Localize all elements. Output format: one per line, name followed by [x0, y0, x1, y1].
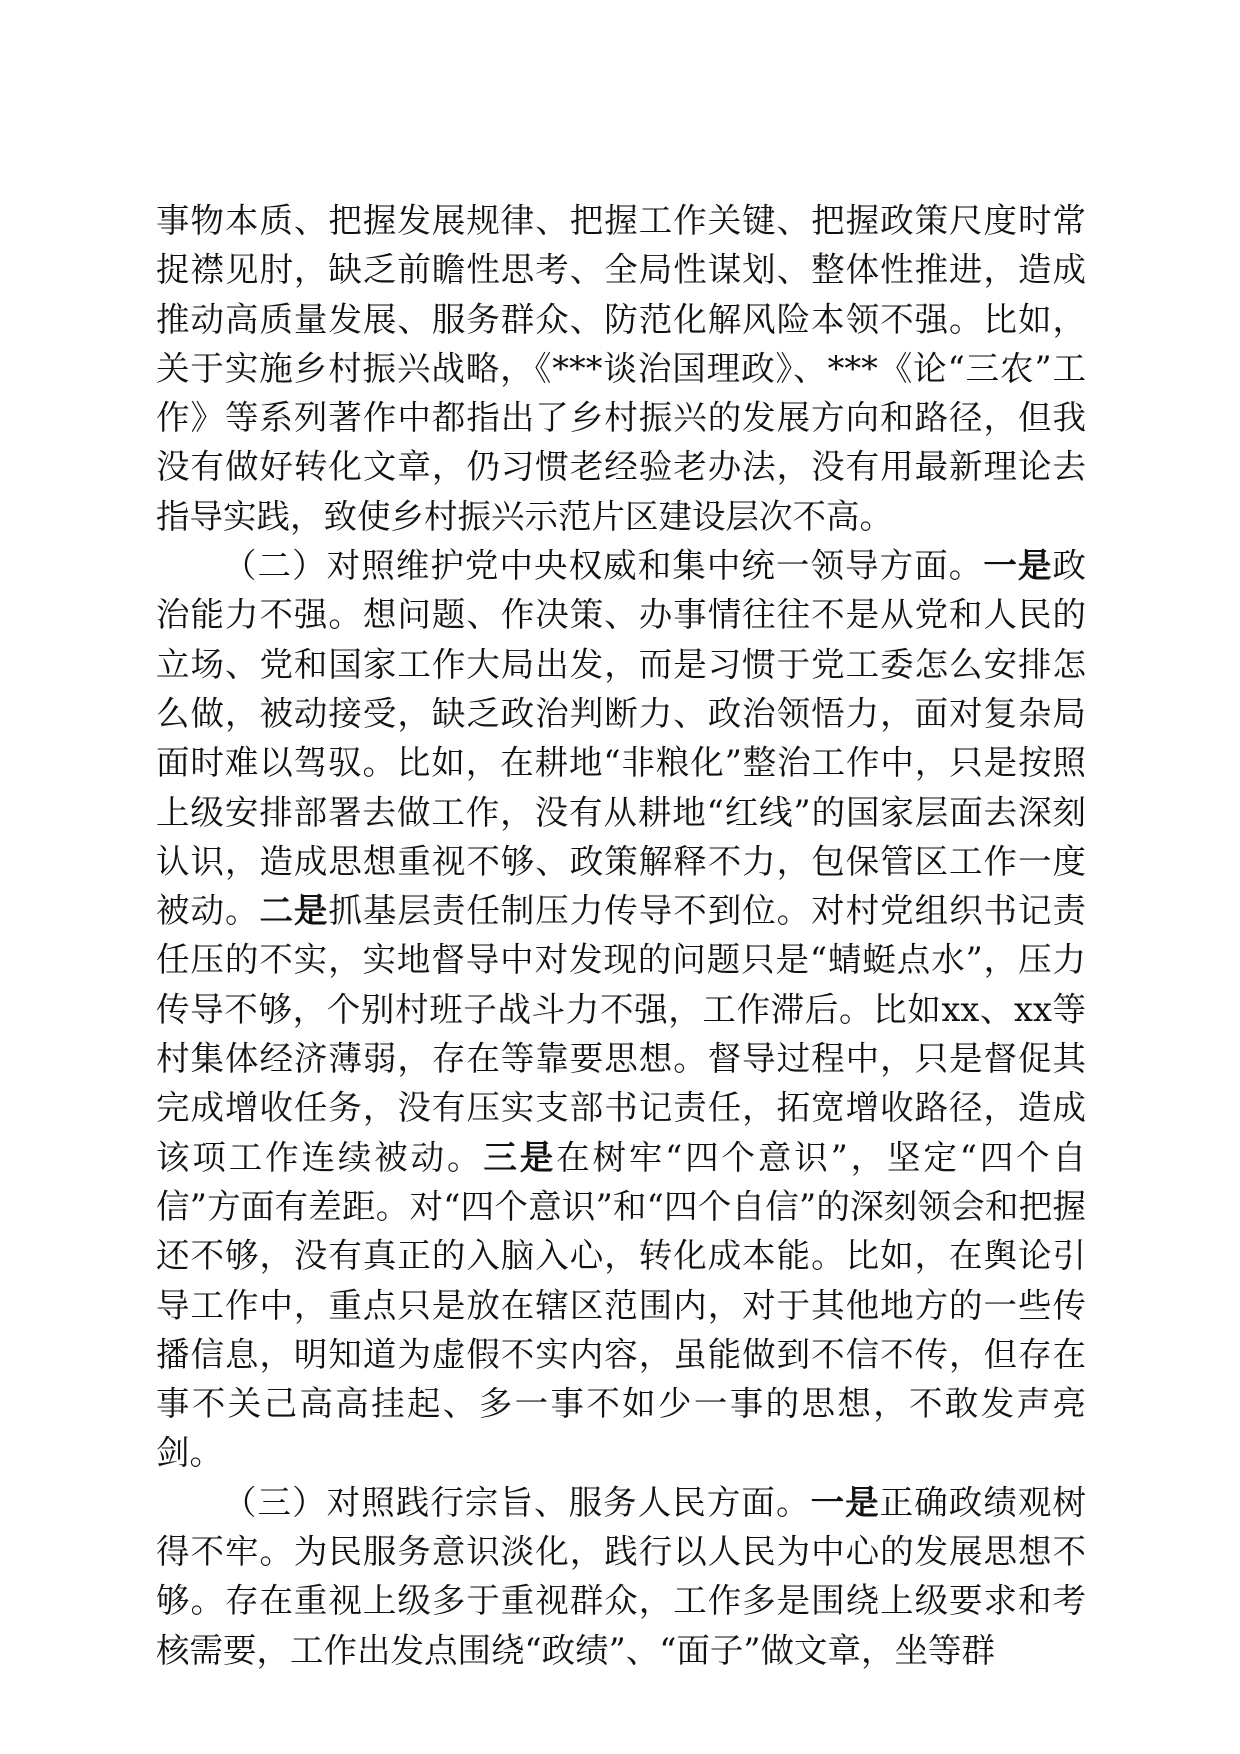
point-marker-two: 二是 [259, 891, 329, 931]
document-body [156, 196, 1086, 1675]
point-marker-three: 三是 [483, 1137, 557, 1177]
section-heading: （二）对照维护党中央权威和集中统一领导方面。 [223, 546, 984, 586]
point-marker-one: 一是 [810, 1482, 880, 1522]
section-heading: （三）对照践行宗旨、服务人民方面。 [223, 1482, 811, 1522]
paragraph-continuation [156, 196, 1086, 541]
paragraph-section-two [156, 541, 1086, 1478]
point-marker-one: 一是 [983, 546, 1053, 586]
point-text-two: 抓基层责任制压力传导不到位。对村党组织书记责任压的不实，实地督导中对发现的问题只是“蜻蜓点水”，压力传导不够，个别村班子战斗力不强，工作滞后。比如xx、xx等村集体经济薄弱，存在等靠要思想。督导过程中，只是督促其完成增收任务，没有压实支部书记责任，拓宽增收路径，造成该项工作连续被动。 [156, 891, 1087, 1177]
paragraph-section-three [156, 1478, 1086, 1675]
paragraph-text: 事物本质、把握发展规律、把握工作关键、把握政策尺度时常捉襟见肘，缺乏前瞻性思考、全局性谋划、整体性推进，造成推动高质量发展、服务群众、防范化解风险本领不强。比如，关于实施乡村振兴战略，《***谈治国理政》、***《论“三农”工作》等系列著作中都指出了乡村振兴的发展方向和路径，但我没有做好转化文章，仍习惯老经验老办法，没有用最新理论去指导实践，致使乡村振兴示范片区建设层次不高。 [156, 201, 1086, 536]
point-text-one: 政治能力不强。想问题、作决策、办事情往往不是从党和人民的立场、党和国家工作大局出发，而是习惯于党工委怎么安排怎么做，被动接受，缺乏政治判断力、政治领悟力，面对复杂局面时难以驾驭。比如，在耕地“非粮化”整治工作中，只是按照上级安排部署去做工作，没有从耕地“红线”的国家层面去深刻认识，造成思想重视不够、政策解释不力，包保管区工作一度被动。 [156, 546, 1086, 931]
point-text-one: 正确政绩观树得不牢。为民服务意识淡化，践行以人民为中心的发展思想不够。存在重视上级多于重视群众，工作多是围绕上级要求和考核需要，工作出发点围绕“政绩”、“面子”做文章，坐等群 [156, 1482, 1086, 1670]
point-text-three: 在树牢“四个意识”，坚定“四个自信”方面有差距。对“四个意识”和“四个自信”的深刻领会和把握还不够，没有真正的入脑入心，转化成本能。比如，在舆论引导工作中，重点只是放在辖区范围内，对于其他地方的一些传播信息，明知道为虚假不实内容，虽能做到不信不传，但存在事不关己高高挂起、多一事不如少一事的思想，不敢发声亮剑。 [156, 1137, 1087, 1473]
